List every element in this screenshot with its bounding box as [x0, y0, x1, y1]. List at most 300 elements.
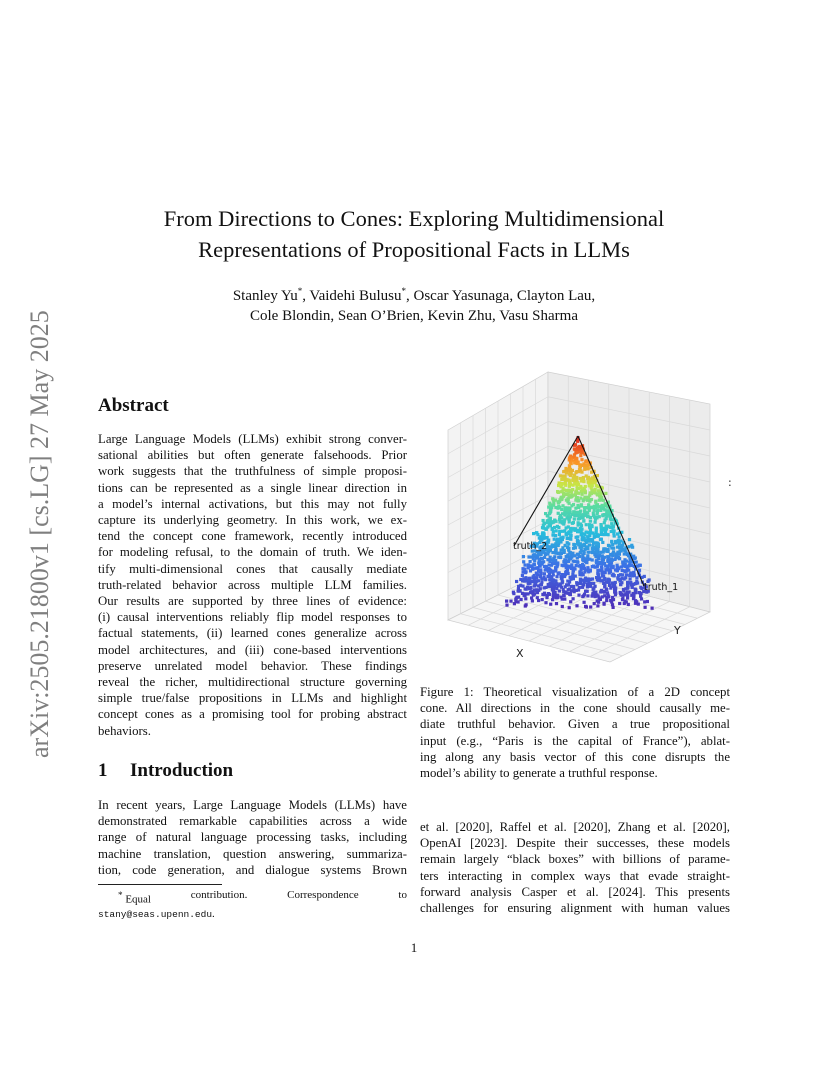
scatter-point	[588, 500, 591, 503]
scatter-point	[533, 581, 536, 584]
scatter-point	[539, 574, 542, 577]
scatter-point	[548, 502, 551, 505]
scatter-point	[542, 576, 545, 579]
scatter-point	[602, 582, 605, 585]
scatter-point	[609, 553, 612, 556]
correspondence-email[interactable]: stany@seas.upenn.edu	[98, 908, 213, 920]
scatter-point	[552, 534, 555, 537]
scatter-point	[566, 580, 569, 583]
scatter-point	[635, 576, 638, 579]
scatter-point	[600, 589, 603, 592]
scatter-point	[559, 474, 562, 477]
scatter-point	[580, 566, 583, 569]
x-axis-label: X	[516, 647, 524, 660]
scatter-point	[552, 521, 555, 524]
intro-right-line: challenges for ensuring alignment with human values	[420, 901, 730, 916]
y-axis-label: Y	[674, 624, 681, 637]
scatter-point	[586, 515, 589, 518]
scatter-point	[579, 581, 582, 584]
scatter-point	[596, 542, 599, 545]
scatter-point	[604, 502, 607, 505]
scatter-point	[623, 577, 626, 580]
scatter-point	[580, 458, 583, 461]
scatter-point	[570, 534, 573, 537]
footnote-line-1	[98, 888, 407, 907]
scatter-point	[537, 584, 540, 587]
scatter-point	[574, 575, 577, 578]
scatter-point	[572, 476, 575, 479]
scatter-point	[570, 528, 573, 531]
scatter-point	[513, 602, 516, 605]
scatter-point	[553, 538, 556, 541]
scatter-point	[567, 542, 570, 545]
scatter-point	[576, 535, 579, 538]
scatter-point	[583, 533, 586, 536]
scatter-point	[599, 598, 602, 601]
scatter-point	[578, 570, 581, 573]
scatter-point	[568, 513, 571, 516]
scatter-point	[561, 605, 564, 608]
scatter-point	[585, 545, 588, 548]
section-title: Introduction	[130, 760, 234, 781]
scatter-point	[613, 534, 616, 537]
scatter-point	[576, 496, 579, 499]
scatter-point	[585, 523, 588, 526]
abstract-line: tify multi-dimensional cones that causally mediate	[98, 561, 407, 576]
scatter-point	[556, 525, 559, 528]
scatter-point	[584, 569, 587, 572]
scatter-point	[634, 599, 637, 602]
scatter-point	[548, 524, 551, 527]
scatter-point	[548, 545, 551, 548]
introduction-heading	[98, 760, 233, 782]
scatter-point	[535, 572, 538, 575]
scatter-point	[574, 443, 577, 446]
scatter-point	[561, 522, 564, 525]
intro-right-line: OpenAI [2023]. Despite their successes, these models	[420, 836, 730, 851]
scatter-point	[544, 553, 547, 556]
scatter-point	[643, 575, 646, 578]
scatter-point	[567, 548, 570, 551]
scatter-point	[592, 514, 595, 517]
scatter-point	[627, 564, 630, 567]
scatter-point	[587, 480, 590, 483]
scatter-point	[559, 536, 562, 539]
scatter-point	[573, 518, 576, 521]
scatter-point	[536, 533, 539, 536]
scatter-point	[587, 496, 590, 499]
scatter-point	[580, 579, 583, 582]
scatter-point	[553, 526, 556, 529]
scatter-point	[624, 563, 627, 566]
author-line-1	[100, 281, 728, 306]
scatter-point	[568, 502, 571, 505]
scatter-point	[585, 560, 588, 563]
scatter-point	[639, 595, 642, 598]
scatter-point	[548, 549, 551, 552]
scatter-point	[562, 492, 565, 495]
scatter-point	[610, 600, 613, 603]
scatter-point	[544, 586, 547, 589]
scatter-point	[604, 492, 607, 495]
scatter-point	[550, 583, 553, 586]
abstract-line: factual statements, (ii) learned cones generalize across	[98, 626, 407, 641]
scatter-point	[538, 569, 541, 572]
scatter-point	[559, 540, 562, 543]
scatter-point	[582, 479, 585, 482]
scatter-point	[601, 541, 604, 544]
scatter-point	[591, 547, 594, 550]
scatter-point	[569, 538, 572, 541]
scatter-point	[600, 572, 603, 575]
scatter-point	[528, 578, 531, 581]
title-line-2: Representations of Propositional Facts in LLMs	[198, 237, 630, 262]
scatter-point	[626, 591, 629, 594]
abstract-heading: Abstract	[98, 395, 169, 416]
scatter-point	[564, 591, 567, 594]
scatter-point	[586, 558, 589, 561]
scatter-point	[577, 499, 580, 502]
scatter-point	[625, 570, 628, 573]
abstract-body	[98, 431, 407, 739]
scatter-point	[605, 587, 608, 590]
caption-line: input (e.g., “Paris is the capital of France”), ablat-	[420, 733, 730, 748]
scatter-point	[560, 483, 563, 486]
scatter-point	[581, 585, 584, 588]
scatter-point	[578, 546, 581, 549]
scatter-point	[529, 587, 532, 590]
arxiv-side-stamp	[10, 280, 60, 760]
scatter-point	[610, 557, 613, 560]
scatter-point	[530, 596, 533, 599]
scatter-point	[614, 541, 617, 544]
scatter-point	[613, 558, 616, 561]
scatter-point	[558, 481, 561, 484]
scatter-point	[586, 585, 589, 588]
section-number: 1	[98, 760, 108, 781]
scatter-point	[555, 582, 558, 585]
scatter-point	[558, 583, 561, 586]
scatter-point	[591, 577, 594, 580]
footnote-star: *	[118, 890, 123, 900]
scatter-point	[509, 600, 512, 603]
scatter-point	[522, 577, 525, 580]
scatter-point	[605, 581, 608, 584]
scatter-point	[593, 505, 596, 508]
scatter-point	[582, 514, 585, 517]
scatter-point	[544, 568, 547, 571]
scatter-point	[613, 574, 616, 577]
scatter-point	[581, 558, 584, 561]
scatter-point	[638, 569, 641, 572]
scatter-point	[599, 538, 602, 541]
scatter-point	[517, 590, 520, 593]
scatter-point	[581, 563, 584, 566]
scatter-point	[619, 573, 622, 576]
scatter-point	[593, 602, 596, 605]
abstract-line: (i) causal interventions reliably flip model responses to	[98, 610, 407, 625]
title-line-1: From Directions to Cones: Exploring Multidimensional	[163, 206, 665, 231]
concept-cone-figure	[420, 362, 750, 672]
scatter-point	[638, 591, 641, 594]
footnote-word: Correspondence	[287, 889, 359, 901]
scatter-point	[594, 488, 597, 491]
scatter-point	[566, 492, 569, 495]
footnote-line-2	[98, 907, 407, 922]
scatter-point	[619, 592, 622, 595]
scatter-point	[532, 556, 535, 559]
scatter-point	[554, 569, 557, 572]
scatter-point	[537, 599, 540, 602]
scatter-point	[585, 531, 588, 534]
scatter-point	[609, 587, 612, 590]
intro-left-line: range of natural language processing tasks, including	[98, 830, 407, 845]
caption-line: Figure 1: Theoretical visualization of a 2D concept	[420, 685, 730, 699]
scatter-point	[601, 575, 604, 578]
scatter-point	[535, 557, 538, 560]
scatter-point	[596, 569, 599, 572]
scatter-point	[638, 564, 641, 567]
scatter-point	[546, 514, 549, 517]
scatter-point	[544, 601, 547, 604]
abstract-line: truth-related behavior across multiple LLM families.	[98, 577, 407, 592]
scatter-point	[555, 602, 558, 605]
scatter-point	[561, 573, 564, 576]
scatter-point	[630, 564, 633, 567]
scatter-point	[631, 586, 634, 589]
scatter-point	[594, 521, 597, 524]
scatter-point	[533, 584, 536, 587]
footnote-word: contribution.	[190, 889, 248, 901]
scatter-point	[594, 518, 597, 521]
scatter-point	[550, 564, 553, 567]
scatter-point	[558, 552, 561, 555]
figure-caption	[420, 684, 730, 781]
scatter-point	[543, 593, 546, 596]
scatter-point	[629, 577, 632, 580]
scatter-point	[603, 562, 606, 565]
author-list	[100, 281, 728, 326]
scatter-point	[563, 513, 566, 516]
scatter-point	[600, 565, 603, 568]
scatter-point	[566, 517, 569, 520]
scatter-point	[552, 594, 555, 597]
scatter-point	[610, 522, 613, 525]
scatter-point	[586, 554, 589, 557]
scatter-point	[570, 567, 573, 570]
scatter-point	[560, 497, 563, 500]
scatter-point	[576, 529, 579, 532]
scatter-point	[539, 572, 542, 575]
scatter-point	[584, 605, 587, 608]
scatter-point	[564, 482, 567, 485]
scatter-point	[596, 599, 599, 602]
abstract-line: sational abilities but often generate falsehoods. Prior	[98, 448, 407, 463]
scatter-point	[568, 507, 571, 510]
scatter-point	[594, 500, 597, 503]
scatter-point	[599, 551, 602, 554]
caption-line: cone. All directions in the cone should causally me-	[420, 701, 730, 716]
scatter-point	[626, 581, 629, 584]
scatter-point	[528, 582, 531, 585]
scatter-point	[633, 573, 636, 576]
scatter-point	[589, 605, 592, 608]
scatter-point	[569, 600, 572, 603]
scatter-point	[562, 594, 565, 597]
scatter-point	[552, 501, 555, 504]
truth-2-label: truth_2	[513, 541, 548, 552]
scatter-point	[547, 592, 550, 595]
scatter-point	[614, 589, 617, 592]
equal-contribution-mark: *	[297, 286, 303, 296]
scatter-point	[517, 596, 520, 599]
scatter-point	[565, 566, 568, 569]
scatter-point	[594, 555, 597, 558]
scatter-point	[590, 480, 593, 483]
scatter-point	[555, 529, 558, 532]
scatter-point	[531, 566, 534, 569]
abstract-line: tions can be represented as a single linear direction in	[98, 480, 407, 495]
scatter-point	[523, 594, 526, 597]
scatter-point	[552, 588, 555, 591]
scatter-point	[556, 490, 559, 493]
scatter-point	[584, 496, 587, 499]
intro-right-line: et al. [2020], Raffel et al. [2020], Zhang et al. [2020],	[420, 820, 730, 834]
scatter-point	[630, 594, 633, 597]
scatter-point	[582, 520, 585, 523]
scatter-point	[576, 504, 579, 507]
scatter-point	[591, 595, 594, 598]
abstract-line: a model’s internal activations, but this may not fully	[98, 496, 407, 511]
footnote-word: to	[398, 889, 407, 901]
scatter-point	[577, 588, 580, 591]
scatter-point	[526, 586, 529, 589]
abstract-line: concept cones as a promising tool for probing abstract	[98, 707, 407, 722]
scatter-point	[568, 479, 571, 482]
scatter-point	[596, 604, 599, 607]
scatter-point	[560, 549, 563, 552]
scatter-point	[549, 603, 552, 606]
truth-1-label: truth_1	[644, 582, 679, 593]
scatter-point	[538, 558, 541, 561]
scatter-point	[539, 553, 542, 556]
scatter-point	[550, 575, 553, 578]
scatter-point	[505, 600, 508, 603]
scatter-point	[554, 499, 557, 502]
scatter-point	[522, 570, 525, 573]
scatter-point	[605, 599, 608, 602]
scatter-point	[600, 562, 603, 565]
scatter-point	[587, 579, 590, 582]
scatter-point	[615, 554, 618, 557]
scatter-point	[573, 447, 576, 450]
scatter-point	[505, 604, 508, 607]
scatter-point	[560, 508, 563, 511]
scatter-point	[575, 470, 578, 473]
scatter-point	[607, 525, 610, 528]
scatter-point	[583, 601, 586, 604]
scatter-point	[521, 585, 524, 588]
scatter-point	[628, 538, 631, 541]
scatter-point	[635, 561, 638, 564]
scatter-point	[558, 530, 561, 533]
scatter-point	[515, 580, 518, 583]
scatter-point	[623, 600, 626, 603]
scatter-point	[607, 544, 610, 547]
scatter-point	[583, 509, 586, 512]
scatter-point	[534, 567, 537, 570]
scatter-point	[646, 600, 649, 603]
scatter-point	[568, 606, 571, 609]
scatter-point	[546, 519, 549, 522]
scatter-point	[526, 592, 529, 595]
scatter-point	[604, 568, 607, 571]
author-name: Stanley Yu	[232, 288, 298, 304]
scatter-point	[576, 514, 579, 517]
scatter-point	[573, 560, 576, 563]
scatter-point	[611, 603, 614, 606]
scatter-point	[563, 598, 566, 601]
scatter-point	[587, 476, 590, 479]
scatter-point	[596, 510, 599, 513]
scatter-point	[575, 564, 578, 567]
scatter-point	[585, 459, 588, 462]
scatter-point	[605, 510, 608, 513]
scatter-point	[598, 578, 601, 581]
footnote-rule	[98, 884, 222, 885]
abstract-line: capture its underlying geometry. In this work, we ex-	[98, 513, 407, 528]
intro-right-line: forward analysis Casper et al. [2024]. This presents	[420, 884, 730, 899]
scatter-point	[628, 561, 631, 564]
scatter-point	[543, 522, 546, 525]
scatter-point	[591, 558, 594, 561]
scatter-point	[545, 565, 548, 568]
scatter-point	[576, 561, 579, 564]
scatter-point	[594, 591, 597, 594]
scatter-point	[566, 497, 569, 500]
scatter-point	[565, 532, 568, 535]
scatter-point	[575, 482, 578, 485]
scatter-point	[558, 556, 561, 559]
scatter-point	[582, 476, 585, 479]
scatter-point	[581, 595, 584, 598]
scatter-point	[626, 594, 629, 597]
scatter-point	[549, 569, 552, 572]
scatter-point	[590, 524, 593, 527]
scatter-point	[572, 597, 575, 600]
z-axis-label: :	[728, 476, 732, 489]
scatter-point	[576, 440, 579, 443]
scatter-point	[568, 464, 571, 467]
scatter-point	[578, 445, 581, 448]
scatter-point	[588, 507, 591, 510]
scatter-point	[581, 553, 584, 556]
scatter-point	[580, 550, 583, 553]
scatter-point	[575, 604, 578, 607]
scatter-point	[598, 505, 601, 508]
scatter-point	[593, 509, 596, 512]
scatter-point	[589, 485, 592, 488]
scatter-point	[584, 485, 587, 488]
footnote-word: Equal	[125, 893, 151, 906]
scatter-point	[557, 505, 560, 508]
abstract-line: behaviors.	[98, 723, 151, 738]
scatter-point	[524, 597, 527, 600]
scatter-point	[584, 491, 587, 494]
scatter-point	[589, 491, 592, 494]
scatter-point	[574, 491, 577, 494]
scatter-point	[575, 476, 578, 479]
